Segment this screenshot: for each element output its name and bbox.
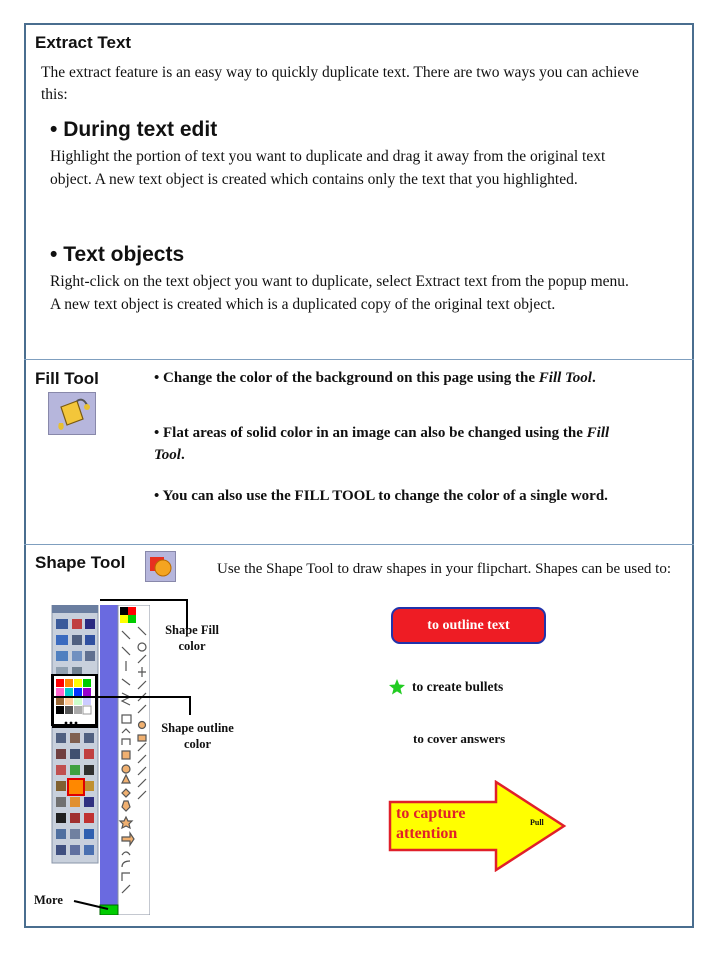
shape-tool-glyph <box>146 552 175 581</box>
extract-intro: The extract feature is an easy way to quickly duplicate text. There are two ways you can achieve this: <box>41 64 639 103</box>
method-heading-text: Text objects <box>63 243 185 266</box>
outline-text-label: to outline text <box>427 617 510 633</box>
shape-fill-callout: Shape Fill color <box>165 623 219 653</box>
paint-bucket-icon[interactable] <box>48 392 96 435</box>
fill-bullet-end: . <box>591 370 596 386</box>
outline-text-example[interactable] <box>391 607 546 644</box>
section-divider <box>24 359 694 360</box>
fill-section-title: Fill Tool <box>35 369 99 388</box>
fill-bullet: • You can also use the FILL TOOL to change the color of a single word. <box>154 488 608 504</box>
fill-bullet: • Change the color of the background on this page using the Fill Tool. <box>154 370 596 386</box>
fill-bullet-text: You can also use the FILL TOOL to change the color of a single word. <box>162 488 608 504</box>
fill-bullet-text: Flat areas of solid color in an image can also be changed using the <box>163 425 587 441</box>
extract-section-title: Extract Text <box>35 33 132 52</box>
shape-outline-callout: Shape outline color <box>161 721 234 751</box>
capture-attention-arrow[interactable] <box>388 780 568 872</box>
star-icon <box>388 678 406 696</box>
paint-bucket-glyph <box>49 393 95 434</box>
fill-tool-term: Fill Tool <box>154 425 610 463</box>
fill-bullet: • Flat areas of solid color in an image can also be changed using the Fill Tool. <box>154 425 610 463</box>
shape-tool-icon[interactable] <box>145 551 176 582</box>
bullet-example-label: to create bullets <box>412 679 504 695</box>
fill-tool-term: Fill Tool <box>538 370 592 386</box>
cover-answers-label: to cover answers <box>413 731 506 746</box>
method-description: Highlight the portion of text you want to duplicate and drag it away from the original text object. A new text object is created which contains only the text that you highlighted. <box>50 148 606 188</box>
method-description: Right-click on the text object you want to duplicate, select Extract text from the popup menu. A new text object is created which is a duplicated copy of the original text object. <box>50 273 629 313</box>
method-heading: • During text edit <box>50 118 218 141</box>
fill-bullet-text: Change the color of the background on this page using the <box>163 370 539 386</box>
pull-label[interactable]: Pull <box>530 818 544 827</box>
section-divider <box>24 544 694 545</box>
bullet-example <box>388 678 503 696</box>
fill-bullet-end: . <box>180 447 185 463</box>
capture-attention-label: to capture attention <box>396 805 466 842</box>
shape-intro: Use the Shape Tool to draw shapes in your flipchart. Shapes can be used to: <box>217 561 671 577</box>
method-heading: • Text objects <box>50 243 185 266</box>
shape-section-title: Shape Tool <box>35 553 126 572</box>
more-callout: More <box>34 893 63 907</box>
method-heading-text: During text edit <box>63 118 218 141</box>
